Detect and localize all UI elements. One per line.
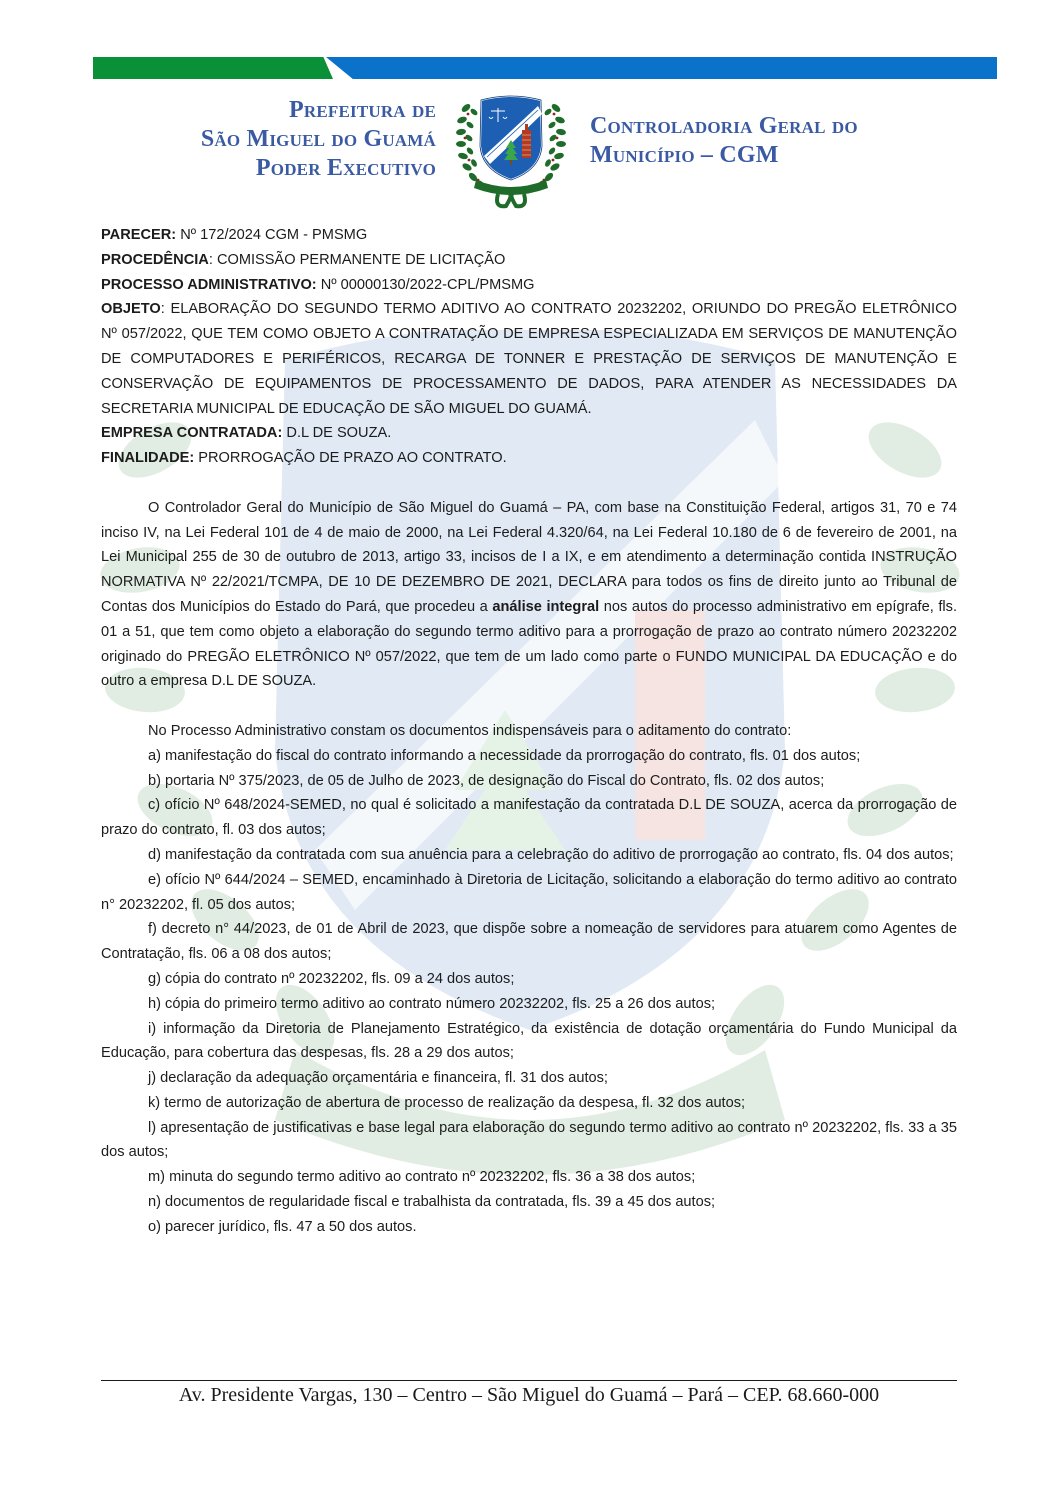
list-item: a) manifestação do fiscal do contrato informando a necessidade da prorrogação do contrato, fls. 01 dos autos; bbox=[148, 747, 861, 764]
list-item: m) minuta do segundo termo aditivo ao contrato nº 20232202, fls. 36 a 38 dos autos; bbox=[148, 1169, 696, 1186]
document-body bbox=[101, 223, 957, 1240]
header-right-line: Município – CGM bbox=[590, 142, 779, 168]
list-item: e) ofício Nº 644/2024 – SEMED, encaminhado à Diretoria de Licitação, solicitando a elaboração do termo aditivo ao contrato n° 20232202, fl. 05 dos autos; bbox=[101, 871, 957, 913]
footer-divider bbox=[101, 1380, 957, 1381]
list-item: c) ofício Nº 648/2024-SEMED, no qual é solicitado a manifestação da contratada D.L DE SOUZA, acerca da prorrogação de prazo do contrato, fl. 03 dos autos; bbox=[101, 797, 957, 839]
field-label: PROCEDÊNCIA bbox=[101, 251, 209, 268]
header-left-line: Prefeitura de bbox=[289, 97, 436, 123]
field-value: Nº 172/2024 CGM - PMSMG bbox=[176, 227, 368, 243]
declaration-paragraph bbox=[101, 496, 957, 694]
list-item: n) documentos de regularidade fiscal e trabalhista da contratada, fls. 39 a 45 dos autos; bbox=[148, 1194, 716, 1211]
header-right-line: Controladoria Geral do bbox=[590, 113, 858, 139]
list-item: l) apresentação de justificativas e base legal para elaboração do segundo termo aditivo ao contrato nº 20232202, fls. 33 a 35 dos autos; bbox=[101, 1119, 957, 1161]
header-color-bar bbox=[93, 57, 997, 79]
field-processo bbox=[101, 273, 957, 298]
declaration-bold: análise integral bbox=[492, 598, 600, 615]
field-value: : ELABORAÇÃO DO SEGUNDO TERMO ADITIVO AO CONTRATO 20232202, ORIUNDO DO PREGÃO ELETRÔNICO Nº 057/2022, QUE TEM COMO OBJETO A CONTRATAÇÃO DE EMPRESA ESPECIALIZADA EM SERVIÇOS DE MANUTENÇÃO DE COMPUTADORES E PERIFÉRICOS, RECARGA DE TONNER E PRESTAÇÃO DE SERVIÇOS DE MANUTENÇÃO E CONSERVAÇÃO DE EQUIPAMENTOS DE PROCESSAMENTO DE DADOS, PARA ATENDER AS NECESSIDADES DA SECRETARIA MUNICIPAL DE EDUCAÇÃO DE SÃO MIGUEL DO GUAMÁ. bbox=[101, 301, 957, 417]
field-value: D.L DE SOUZA. bbox=[282, 425, 392, 442]
field-finalidade bbox=[101, 446, 957, 471]
declaration-text-cont: nos autos do processo administrativo em epígrafe, fls. 01 a 51, que tem como objeto a elaboração do segundo termo aditivo para a prorrogação de prazo ao contrato número 20232202 originado do PREGÃO ELETRÔNICO Nº 057/2022, que tem de um lado como parte o FUNDO MUNICIPAL DA EDUCAÇÃO e do outro a empresa D.L DE SOUZA. bbox=[101, 598, 958, 690]
list-item: b) portaria Nº 375/2023, de 05 de Julho de 2023, de designação do Fiscal do Contrato, fls. 02 dos autos; bbox=[148, 772, 825, 789]
header-prefeitura bbox=[140, 96, 436, 183]
field-label: PROCESSO ADMINISTRATIVO: bbox=[101, 276, 317, 293]
list-item: j) declaração da adequação orçamentária e financeira, fl. 31 dos autos; bbox=[148, 1070, 608, 1087]
list-item: h) cópia do primeiro termo aditivo ao contrato número 20232202, fls. 25 a 26 dos autos; bbox=[148, 995, 716, 1012]
field-label: OBJETO bbox=[101, 301, 161, 318]
header-bar-blue bbox=[326, 57, 997, 79]
header-left-line: São Miguel do Guamá bbox=[200, 126, 436, 152]
field-label: PARECER: bbox=[101, 227, 177, 243]
header-left-line: Poder Executivo bbox=[255, 155, 436, 181]
field-value: PRORROGAÇÃO DE PRAZO AO CONTRATO. bbox=[194, 450, 507, 467]
header-controladoria bbox=[590, 112, 950, 170]
field-label: FINALIDADE: bbox=[101, 450, 195, 467]
field-procedencia bbox=[101, 248, 957, 273]
municipal-crest-logo bbox=[454, 94, 568, 210]
field-value: Nº 00000130/2022-CPL/PMSMG bbox=[316, 276, 535, 293]
list-item: d) manifestação da contratada com sua anuência para a celebração do aditivo de prorrogação ao contrato, fls. 04 dos autos; bbox=[148, 846, 954, 863]
list-item: k) termo de autorização de abertura de processo de realização da despesa, fl. 32 dos autos; bbox=[148, 1094, 746, 1111]
list-item: g) cópia do contrato nº 20232202, fls. 09 a 24 dos autos; bbox=[148, 970, 515, 987]
list-intro: No Processo Administrativo constam os documentos indispensáveis para o aditamento do contrato: bbox=[148, 722, 792, 739]
field-objeto bbox=[101, 297, 957, 421]
field-parecer bbox=[101, 223, 957, 248]
header-bar-green bbox=[93, 57, 333, 79]
declaration-text: O Controlador Geral do Município de São Miguel do Guamá – PA, com base na Constituição Federal, artigos 31, 70 e 74 inciso IV, na Lei Federal 101 de 4 de maio de 2000, na Lei Federal 4.320/64, na Lei Federal 10.180 de 6 de fevereiro de 2001, na Lei Municipal 255 de 30 de outubro de 2013, artigo 33, incisos de I a IX, e em atendimento a determinação contida INSTRUÇÃO NORMATIVA Nº 22/2021/TCMPA, DE 10 DE DEZEMBRO DE 2021, DECLARA para todos os fins de direito junto ao Tribunal de Contas dos Municípios do Estado do Pará, que procedeu a bbox=[101, 499, 957, 615]
field-value: : COMISSÃO PERMANENTE DE LICITAÇÃO bbox=[208, 251, 506, 268]
list-item: o) parecer jurídico, fls. 47 a 50 dos autos. bbox=[148, 1218, 417, 1235]
field-label: EMPRESA CONTRATADA: bbox=[101, 425, 283, 442]
list-item: i) informação da Diretoria de Planejamento Estratégico, da existência de dotação orçamentária do Fundo Municipal da Educação, para cobertura das despesas, fls. 28 a 29 dos autos; bbox=[101, 1020, 957, 1062]
footer-address: Av. Presidente Vargas, 130 – Centro – São Miguel do Guamá – Pará – CEP. 68.660-000 bbox=[178, 1384, 880, 1406]
list-item: f) decreto n° 44/2023, de 01 de Abril de 2023, que dispõe sobre a nomeação de servidores para atuarem como Agentes de Contratação, fls. 06 a 08 dos autos; bbox=[101, 921, 957, 963]
field-empresa bbox=[101, 421, 957, 446]
